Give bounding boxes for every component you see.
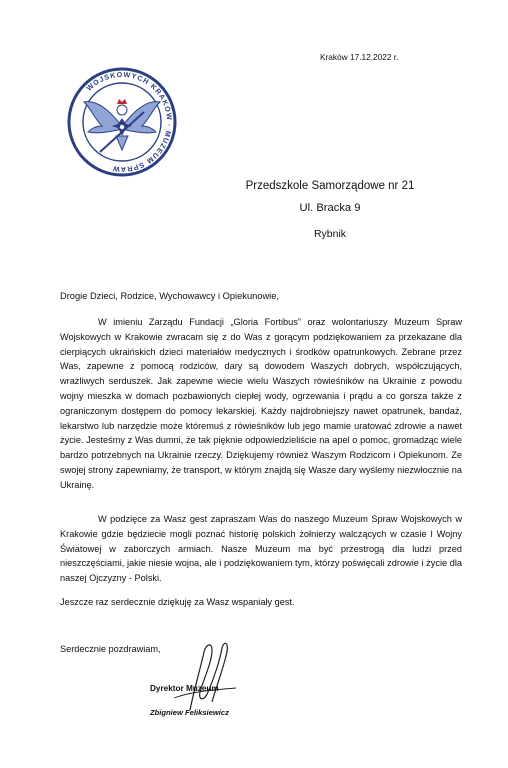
letter-date: Kraków 17.12.2022 r. xyxy=(320,52,399,62)
foundation-eagle-seal-icon xyxy=(66,66,178,178)
svg-text:WOJSKOWYCH KRAKÓW · MUZEUM SPR: WOJSKOWYCH KRAKÓW · MUZEUM SPRAW xyxy=(84,69,175,175)
recipient-street: Ul. Bracka 9 xyxy=(299,202,361,214)
signatory-name: Zbigniew Feliksiewicz xyxy=(150,708,229,717)
letter-paragraph-thanks: W imieniu Zarządu Fundacji „Gloria Fortibus” oraz wolontariuszy Muzeum Spraw Wojskowych w Krakowie zwracam się z do Was z gorącym podziękowaniem za przekazane dla cierpiących ukraińskich dzieci materiałów medycznych i środków opatrunkowych. Zebrane przez Was, zapewne z pomocą rodziców, dary są dowodem Waszych dobrych, współczujących, wrażliwych serduszek. Jak zapewne wiecie wielu Waszych rówieśników na Ukrainie z powodu wojny mieszka w domach pozbawionych ciepłej wody, ogrzewania i prądu a co gorsza także z ograniczonym dostępem do pomocy lekarskiej. Każdy najdrobniejszy nawet opatrunek, bandaż, lekarstwo lub narzędzie może któremuś z rówieśników lub jego mamie uratować zdrowie a nawet życie. Jesteśmy z Was dumni, że tak pięknie odpowiedzieliście na apel o pomoc, gromadząc wiele bardzo potrzebnych na Ukrainie rzeczy. Dziękujemy również Waszym Rodzicom i Opiekunom. Ze swojej strony zapewniamy, że transport, w którym znajdą się Wasze dary wyślemy niezwłocznie na Ukrainę. xyxy=(60,317,462,490)
letter-greeting: Drogie Dzieci, Rodzice, Wychowawcy i Opiekunowie, xyxy=(60,291,279,301)
recipient-name: Przedszkole Samorządowe nr 21 xyxy=(245,180,415,192)
recipient-city: Rybnik xyxy=(313,228,347,240)
handwritten-signature xyxy=(160,630,250,720)
letter-paragraph-closing-thanks: Jeszcze raz serdecznie dziękuję za Wasz wspaniały gest. xyxy=(60,597,295,607)
letter-closing: Serdecznie pozdrawiam, xyxy=(60,644,161,654)
signatory-title: Dyrektor Muzeum xyxy=(150,684,219,693)
letter-paragraph-invitation: W podzięce za Wasz gest zapraszam Was do naszego Muzeum Spraw Wojskowych w Krakowie gdzie będziecie mogli poznać historię polskich żołnierzy walczących w czasie I Wojny Światowej w zaborczych armiach. Nasze Muzeum ma być przestrogą dla ludzi przed nieszczęściami, jakie niesie wojna, ale i podziękowaniem tym, którzy poświęcali zdrowie i życie dla naszej Ojczyzny - Polski. xyxy=(60,514,462,584)
